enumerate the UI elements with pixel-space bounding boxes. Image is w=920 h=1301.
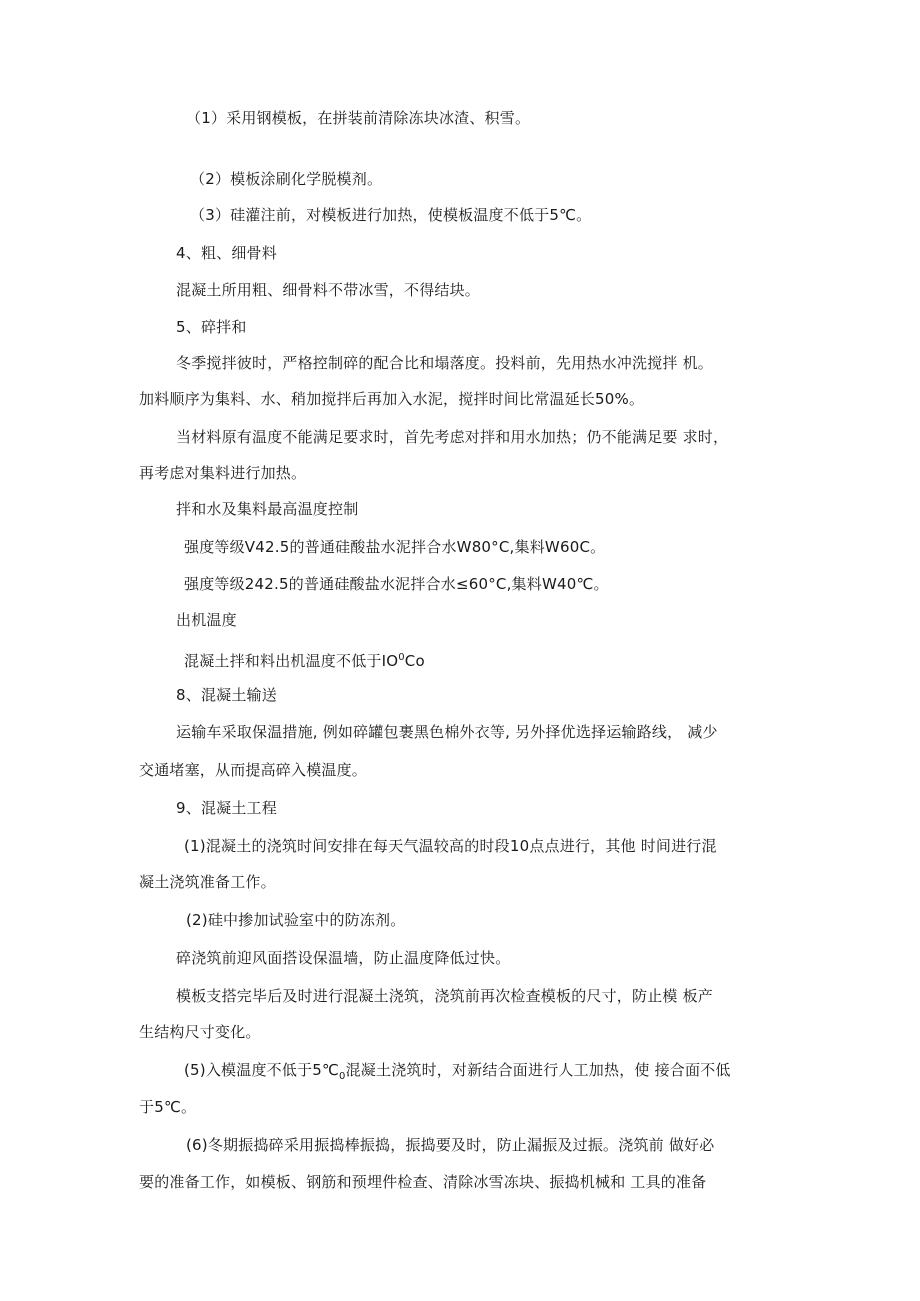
paragraph-line: 交通堵塞，从而提高碎入模温度。 [139,761,368,779]
paragraph-line: 再考虑对集料进行加热。 [139,464,307,482]
paragraph-line: 要的准备工作，如模板、钢筋和预埋件检查、清除冰雪冻块、振捣机械和 工具的准备 [139,1173,707,1191]
paragraph-line: 强度等级242.5的普通硅酸盐水泥拌合水≤60°C,集料W40℃。 [184,575,609,593]
degree-subscript: 0 [339,1071,346,1082]
paragraph-line: 强度等级V42.5的普通硅酸盐水泥拌合水W80°C,集料W60C。 [184,538,606,556]
paragraph-line: 混凝土所用粗、细骨料不带冰雪，不得结块。 [176,281,481,299]
section-heading: 9、混凝土工程 [176,799,277,817]
paragraph-line: 冬季搅拌彼时，严格控制碎的配合比和塌落度。投料前，先用热水冲洗搅拌 机。 [176,354,713,372]
paragraph-line: 凝土浇筑准备工作。 [139,873,276,891]
paragraph-line: （1）采用钢模板，在拼装前清除冻块冰渣、积雪。 [186,109,531,127]
paragraph-line: 当材料原有温度不能满足要求时，首先考虑对拌和用水加热；仍不能满足要 求时， [176,428,729,446]
paragraph-line: 于5℃。 [139,1098,197,1116]
section-heading: 4、粗、细骨料 [176,244,277,262]
mold-temp-text: (5)入模温度不低于5℃ [184,1061,340,1079]
paragraph-line: （3）硅灌注前，对模板进行加热，使模板温度不低于5℃。 [190,206,592,224]
paragraph-line: 加料顺序为集料、水、稍加搅拌后再加入水泥，搅拌时间比常温延长50%。 [139,390,645,408]
paragraph-line: 碎浇筑前迎风面搭设保温墙，防止温度降低过快。 [176,949,511,967]
paragraph-line: 生结构尺寸变化。 [139,1023,261,1041]
section-heading: 8、混凝土输送 [176,686,277,704]
paragraph-line: (6)冬期振捣碎采用振捣棒振捣，振捣要及时，防止漏振及过振。浇筑前 做好必 [186,1136,715,1154]
paragraph-line: 模板支搭完毕后及时进行混凝土浇筑，浇筑前再次检查模板的尺寸，防止模 板产 [176,987,713,1005]
paragraph-line: 运输车采取保温措施, 例如碎罐包裹黑色棉外衣等, 另外择优选择运输路线， 减少 [176,723,718,741]
paragraph-line: （2）模板涂刷化学脱模剂。 [190,170,383,188]
section-heading: 5、碎拌和 [176,318,247,336]
paragraph-line [184,648,425,671]
section-heading: 出机温度 [176,611,237,629]
paragraph-line: (2)硅中掺加试验室中的防冻剂。 [186,911,406,929]
discharge-temp-unit: Co [404,652,425,670]
pour-heating-text: 混凝土浇筑时，对新结合面进行人工加热，使 接合面不低 [345,1061,731,1079]
degree-superscript: 0 [398,652,405,663]
section-heading: 拌和水及集料最高温度控制 [176,500,359,518]
paragraph-line [184,1060,731,1087]
discharge-temp-text: 混凝土拌和料出机温度不低于IO [184,652,399,670]
paragraph-line: (1)混凝土的浇筑时间安排在每天气温较高的时段10点点进行，其他 时间进行混 [184,837,717,855]
